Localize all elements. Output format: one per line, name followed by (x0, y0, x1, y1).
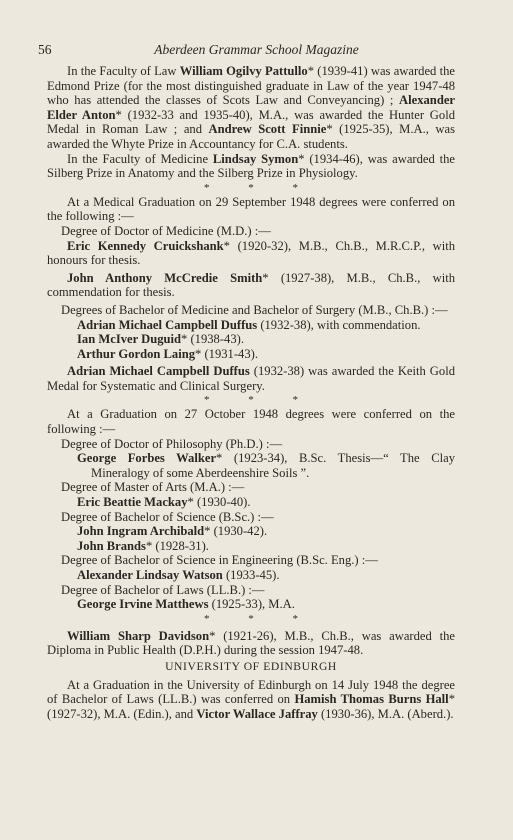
page-header (38, 42, 475, 58)
person-name: Arthur Gordon Laing (77, 346, 196, 361)
person-name: Lindsay Symon (212, 151, 299, 166)
graduate-entry (47, 568, 455, 583)
text-run: * (1931-43). (195, 346, 258, 361)
degree-heading-bsc-eng: Degree of Bachelor of Science in Engineering (B.Sc. Eng.) :— (61, 553, 378, 568)
graduate-entry (47, 239, 455, 268)
person-name: Alexander Lindsay Watson (77, 568, 223, 582)
text-run: (1932-38) was awarded the Keith Gold Medal for Systematic and Clinical Surgery. (47, 364, 455, 393)
medicine-faculty-paragraph (47, 152, 455, 181)
person-name: John Brands (77, 538, 146, 553)
edinburgh-heading: UNIVERSITY OF EDINBURGH (165, 659, 337, 673)
keith-medal-paragraph (47, 364, 455, 393)
person-name: William Ogilvy Pattullo (179, 64, 308, 78)
medical-graduation-paragraph: At a Medical Graduation on 29 September 1948 degrees were conferred on the following :— (47, 194, 455, 224)
graduate-entry (47, 347, 455, 362)
person-name: William Sharp Davidson (67, 628, 210, 643)
law-faculty-paragraph (47, 64, 455, 152)
degree-heading-phd: Degree of Doctor of Philosophy (Ph.D.) :— (61, 436, 283, 451)
person-name: John Ingram Archibald (77, 524, 205, 539)
text-run: * (1930-40). (187, 495, 251, 510)
person-name: Ian McIver Duguid (77, 332, 182, 347)
person-name: Victor Wallace Jaffray (196, 706, 318, 721)
degree-heading-bsc: Degree of Bachelor of Science (B.Sc.) :— (61, 509, 274, 524)
graduate-entry (47, 451, 455, 480)
text-run: * (1938-43). (181, 332, 244, 347)
person-name: John Anthony McCredie Smith (67, 270, 263, 285)
dph-paragraph (47, 629, 455, 658)
person-name: George Forbes Walker (77, 451, 217, 466)
edinburgh-paragraph (47, 678, 455, 722)
article-body (47, 64, 455, 721)
person-name: Eric Kennedy Cruickshank (67, 238, 224, 253)
graduate-entry (47, 524, 455, 539)
section-divider: * * * (204, 612, 316, 625)
graduate-entry (47, 597, 455, 612)
degree-heading-llb: Degree of Bachelor of Laws (LL.B.) :— (61, 582, 265, 597)
text-run: * (1921-26), M.B., Ch.B., was awarded the Diploma in Public Health (D.P.H.) during the session 1947-48. (47, 628, 455, 658)
degree-heading-md: Degree of Doctor of Medicine (M.D.) :— (61, 223, 271, 238)
graduate-entry (47, 495, 455, 510)
section-divider: * * * (204, 394, 316, 407)
page-number: 56 (38, 42, 52, 57)
text-run: * (1934-46), was awarded the Silberg Prize in Anatomy and the Silberg Prize in Physiology. (47, 151, 456, 181)
text-run: * (1923-34), B.Sc. Thesis—“ The Clay Mineralogy of some Aberdeenshire Soils ”. (91, 451, 455, 480)
person-name: Andrew Scott Finnie (208, 122, 327, 137)
text-run: * (1920-32), M.B., Ch.B., M.R.C.P., with honours for thesis. (47, 238, 456, 268)
graduate-entry (47, 539, 455, 554)
october-graduation-paragraph: At a Graduation on 27 October 1948 degrees were conferred on the following :— (47, 407, 455, 437)
text-run: (1932-38), with commendation. (257, 317, 421, 332)
degree-heading-ma: Degree of Master of Arts (M.A.) :— (61, 480, 245, 495)
text-run: (1933-45). (222, 568, 280, 582)
text-run: * (1925-35), M.A., was awarded the Whyte Prize in Accountancy for C.A. students. (47, 122, 456, 151)
text-run: In the Faculty of Law (67, 64, 177, 78)
text-run: At a Graduation in the University of Edinburgh on 14 July 1948 the degree of Bachelor of Laws (LL.B.) was conferred on (47, 677, 455, 707)
text-run: * (1928-31). (145, 538, 209, 553)
graduate-entry (47, 271, 455, 300)
text-run: * (1930-42). (204, 524, 268, 539)
text-run: In the Faculty of Medicine (67, 151, 209, 166)
text-run: * (1927-32), M.A. (Edin.), and (47, 692, 455, 721)
person-name: Adrian Michael Campbell Duffus (77, 317, 258, 332)
running-title: Aberdeen Grammar School Magazine (154, 42, 359, 57)
text-run: * (1939-41) was awarded the Edmond Prize (for the most distinguished graduate in Law of the year 1947-48 who has attended the classes of Scots Law and Conveyancing) ; (47, 64, 455, 108)
person-name: Hamish Thomas Burns Hall (294, 692, 449, 707)
graduate-entry (47, 332, 455, 347)
graduate-entry (47, 318, 455, 333)
person-name: Eric Beattie Mackay (77, 495, 188, 510)
person-name: Alexander Elder Anton (47, 93, 455, 122)
person-name: Adrian Michael Campbell Duffus (67, 364, 250, 379)
person-name: George Irvine Matthews (77, 597, 209, 612)
section-divider: * * * (204, 181, 316, 194)
text-run: * (1927-38), M.B., Ch.B., with commendation for thesis. (47, 270, 455, 300)
text-run: (1930-36), M.A. (Aberd.). (317, 706, 454, 721)
text-run: * (1932-33 and 1935-40), M.A., was awarded the Hunter Gold Medal in Roman Law ; and (47, 107, 455, 137)
text-run: (1925-33), M.A. (208, 597, 295, 612)
degree-heading-mbchb: Degrees of Bachelor of Medicine and Bachelor of Surgery (M.B., Ch.B.) :— (61, 302, 448, 317)
